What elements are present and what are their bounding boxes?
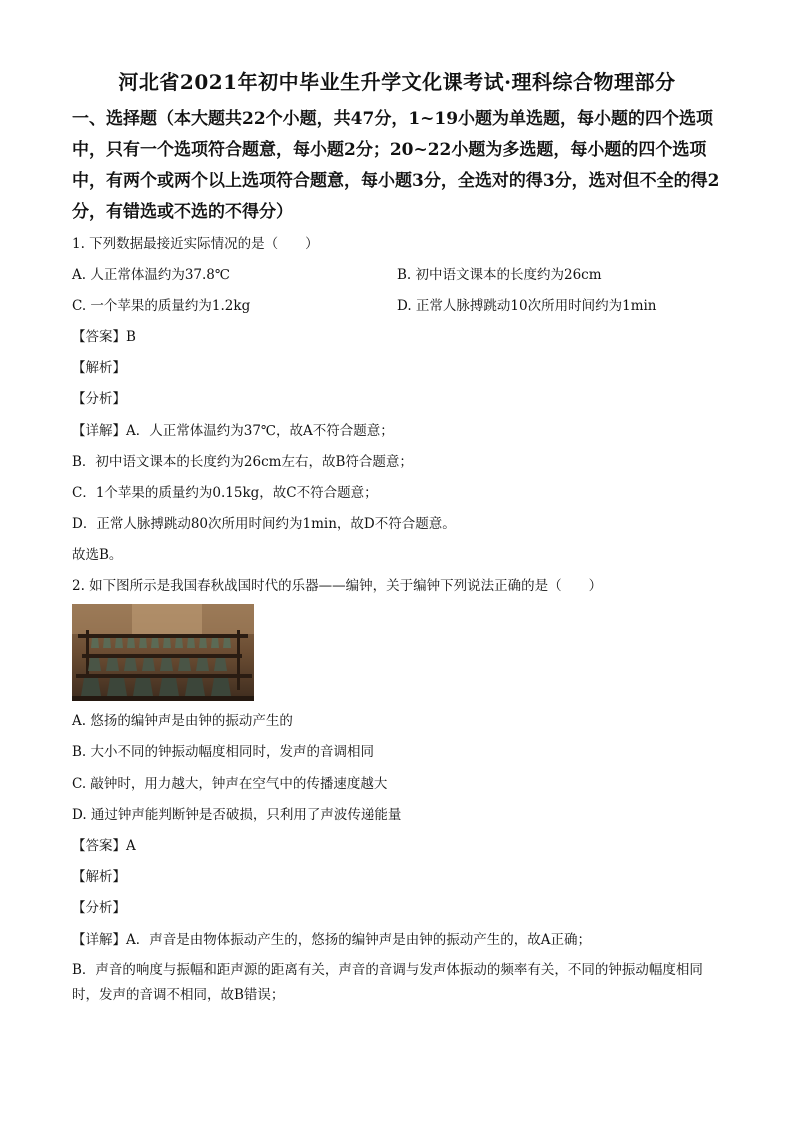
q2-option-c: C. 敲钟时，用力越大，钟声在空气中的传播速度越大 xyxy=(72,776,388,792)
q1-detail-c: C．1个苹果的质量约为0.15kg，故C不符合题意； xyxy=(72,485,378,501)
section-header: 一、选择题（本大题共22个小题，共47分，1~19小题为单选题，每小题的四个选项中，只有一个选项符合题意，每小题2分；20~22小题为多选题，每小题的四个选项中，有两个或两个以上选项符合题意，每小题3分，全选对的得3分，选对但不全的得2分，有错选或不选的不得分） xyxy=(72,109,720,222)
q1-detail-a: 【详解】A．人正常体温约为37℃，故A不符合题意； xyxy=(72,423,394,439)
q1-option-c: C. 一个苹果的质量约为1.2kg xyxy=(72,298,251,314)
q1-detail-d: D．正常人脉搏跳动80次所用时间约为1min，故D不符合题意。 xyxy=(72,516,456,532)
q2-stem: 2. 如下图所示是我国春秋战国时代的乐器——编钟，关于编钟下列说法正确的是（ ） xyxy=(72,578,603,594)
q2-option-a: A. 悠扬的编钟声是由钟的振动产生的 xyxy=(72,713,293,729)
q1-detail-b: B．初中语文课本的长度约为26cm左右，故B符合题意； xyxy=(72,454,413,470)
q2-option-b: B. 大小不同的钟振动幅度相同时，发声的音调相同 xyxy=(72,744,375,760)
q1-option-a: A. 人正常体温约为37.8℃ xyxy=(72,267,230,283)
q1-option-d: D. 正常人脉搏跳动10次所用时间约为1min xyxy=(397,298,657,314)
q1-conclusion: 故选B。 xyxy=(72,547,123,563)
bianzhong-photo xyxy=(72,604,254,701)
bianzhong-image xyxy=(72,604,254,701)
page-title: 河北省2021年初中毕业生升学文化课考试·理科综合物理部分 xyxy=(118,70,676,94)
q1-option-b: B. 初中语文课本的长度约为26cm xyxy=(397,267,602,283)
q1-fenxi: 【分析】 xyxy=(72,391,126,407)
q2-detail-a: 【详解】A．声音是由物体振动产生的，悠扬的编钟声是由钟的振动产生的，故A正确； xyxy=(72,932,591,948)
q2-jiexi: 【解析】 xyxy=(72,869,126,885)
q2-option-d: D. 通过钟声能判断钟是否破损，只利用了声波传递能量 xyxy=(72,807,402,823)
q1-answer: 【答案】B xyxy=(72,329,136,345)
q2-detail-b: B．声音的响度与振幅和距声源的距离有关，声音的音调与发声体振动的频率有关，不同的钟振动幅度相同时，发声的音调不相同，故B错误； xyxy=(72,962,703,1003)
q1-stem: 1. 下列数据最接近实际情况的是（ ） xyxy=(72,236,319,252)
q1-jiexi: 【解析】 xyxy=(72,360,126,376)
q2-answer: 【答案】A xyxy=(72,838,136,854)
q2-fenxi: 【分析】 xyxy=(72,900,126,916)
